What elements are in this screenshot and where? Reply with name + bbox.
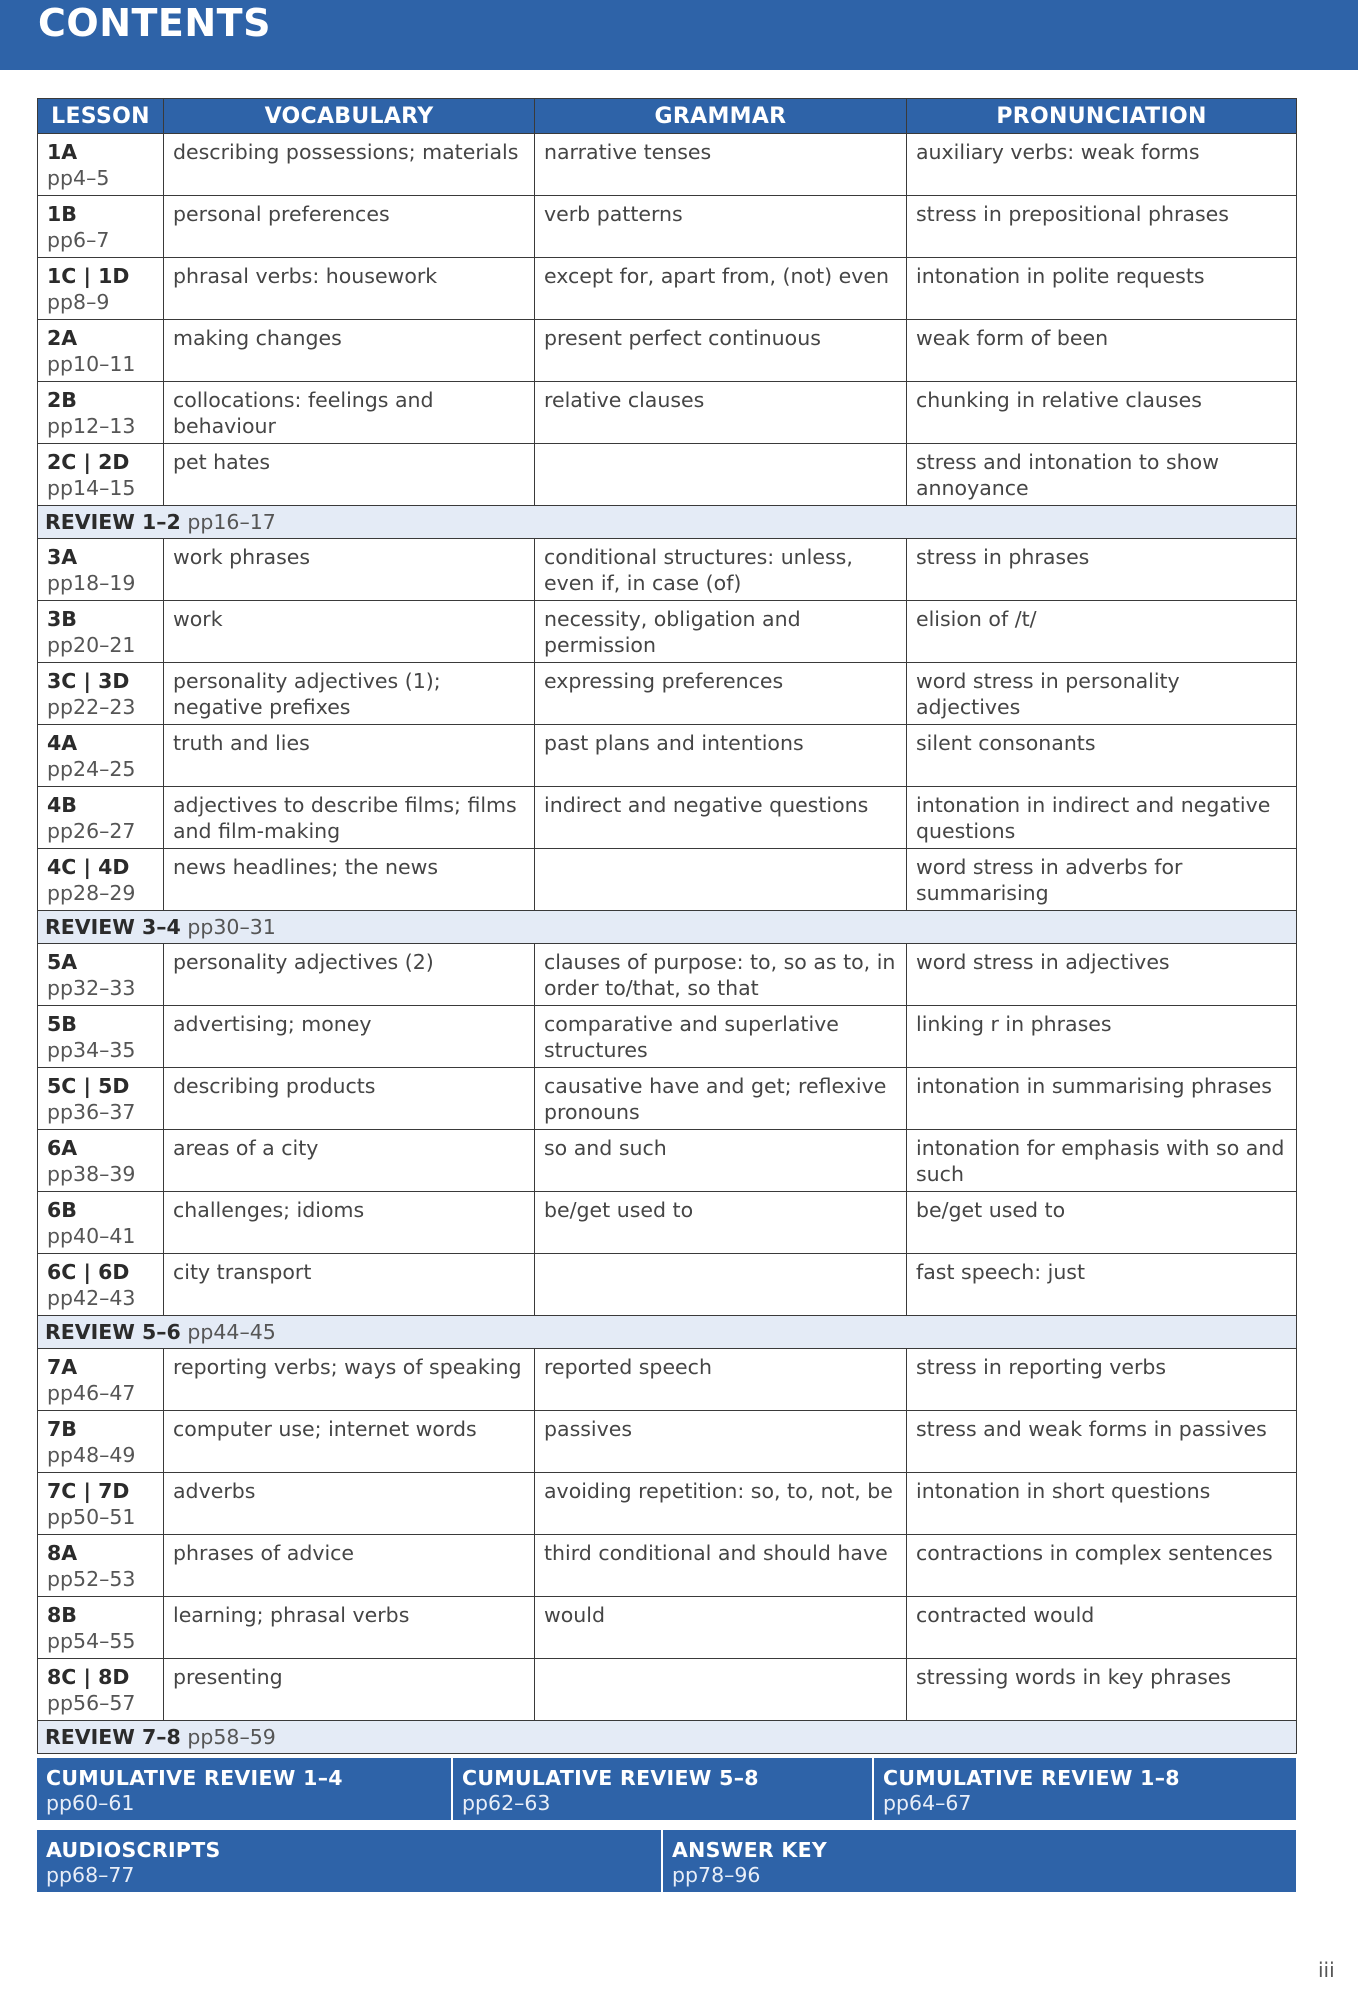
cumulative-review-box [453,1758,874,1820]
lesson-row [38,1597,1297,1659]
lesson-pages: pp40–41 [47,1224,136,1248]
lesson-row [38,1473,1297,1535]
vocabulary-cell: personality adjectives (1); negative prefixes [164,663,535,725]
lesson-code: 7A [47,1355,78,1379]
lesson-code: 3B [47,607,77,631]
grammar-cell: avoiding repetition: so, to, not, be [535,1473,907,1535]
review-row [38,1721,1297,1754]
review-pages: pp44–45 [187,1320,276,1344]
pronunciation-cell: intonation in short questions [907,1473,1297,1535]
lesson-code: 6A [47,1136,78,1160]
pronunciation-cell: intonation for emphasis with so and such [907,1130,1297,1192]
lesson-row [38,1006,1297,1068]
pronunciation-cell: contracted would [907,1597,1297,1659]
contents-body [38,134,1297,1754]
pronunciation-cell: stress in reporting verbs [907,1349,1297,1411]
vocabulary-cell: personal preferences [164,196,535,258]
vocabulary-cell: adverbs [164,1473,535,1535]
cumulative-review-title: CUMULATIVE REVIEW 1–8 [883,1766,1180,1790]
pronunciation-cell: linking r in phrases [907,1006,1297,1068]
lesson-cell [38,1192,164,1254]
lesson-code: 1B [47,202,77,226]
page-number: iii [1318,1958,1335,1982]
lesson-pages: pp32–33 [47,976,136,1000]
lesson-pages: pp14–15 [47,476,136,500]
vocabulary-cell: collocations: feelings and behaviour [164,382,535,444]
lesson-code: 4A [47,731,78,755]
contents-table [37,98,1297,1754]
cumulative-review-title: CUMULATIVE REVIEW 5–8 [462,1766,759,1790]
lesson-cell [38,601,164,663]
review-cell [38,1721,1297,1754]
grammar-cell [535,849,907,911]
lesson-row [38,1411,1297,1473]
lesson-row [38,258,1297,320]
lesson-cell [38,196,164,258]
vocabulary-cell: describing possessions; materials [164,134,535,196]
lesson-cell [38,258,164,320]
lesson-cell [38,1068,164,1130]
lesson-cell [38,134,164,196]
lesson-row [38,944,1297,1006]
vocabulary-cell: advertising; money [164,1006,535,1068]
lesson-pages: pp6–7 [47,228,110,252]
review-label: REVIEW 3–4 [45,915,181,939]
vocabulary-cell: learning; phrasal verbs [164,1597,535,1659]
vocabulary-cell: phrases of advice [164,1535,535,1597]
lesson-row [38,1659,1297,1721]
lesson-code: 3C | 3D [47,669,130,693]
lesson-row [38,1130,1297,1192]
vocabulary-cell: phrasal verbs: housework [164,258,535,320]
pronunciation-cell: stress and weak forms in passives [907,1411,1297,1473]
grammar-cell: verb patterns [535,196,907,258]
answer-key-title: ANSWER KEY [672,1838,828,1862]
lesson-pages: pp18–19 [47,571,136,595]
pronunciation-cell: stress and intonation to show annoyance [907,444,1297,506]
cumulative-review-box [874,1758,1296,1820]
cumulative-review-box [37,1758,453,1820]
review-cell [38,506,1297,539]
lesson-pages: pp12–13 [47,414,136,438]
lesson-row [38,1068,1297,1130]
column-header-grammar: GRAMMAR [535,99,907,134]
pronunciation-cell: elision of /t/ [907,601,1297,663]
vocabulary-cell: challenges; idioms [164,1192,535,1254]
lesson-pages: pp50–51 [47,1505,136,1529]
lesson-cell [38,725,164,787]
pronunciation-cell: chunking in relative clauses [907,382,1297,444]
grammar-cell: be/get used to [535,1192,907,1254]
pronunciation-cell: stress in prepositional phrases [907,196,1297,258]
lesson-pages: pp56–57 [47,1691,136,1715]
vocabulary-cell: news headlines; the news [164,849,535,911]
grammar-cell: except for, apart from, (not) even [535,258,907,320]
lesson-code: 8A [47,1541,78,1565]
vocabulary-cell: computer use; internet words [164,1411,535,1473]
lesson-cell [38,1006,164,1068]
lesson-cell [38,382,164,444]
pronunciation-cell: intonation in polite requests [907,258,1297,320]
lesson-row [38,539,1297,601]
pronunciation-cell: stress in phrases [907,539,1297,601]
pronunciation-cell: fast speech: just [907,1254,1297,1316]
vocabulary-cell: presenting [164,1659,535,1721]
vocabulary-cell: pet hates [164,444,535,506]
pronunciation-cell: word stress in personality adjectives [907,663,1297,725]
grammar-cell: so and such [535,1130,907,1192]
grammar-cell: relative clauses [535,382,907,444]
vocabulary-cell: adjectives to describe films; films and film-making [164,787,535,849]
review-cell [38,911,1297,944]
lesson-cell [38,539,164,601]
grammar-cell: present perfect continuous [535,320,907,382]
grammar-cell: clauses of purpose: to, so as to, in order to/that, so that [535,944,907,1006]
pronunciation-cell: be/get used to [907,1192,1297,1254]
vocabulary-cell: truth and lies [164,725,535,787]
lesson-row [38,1349,1297,1411]
lesson-code: 6B [47,1198,77,1222]
header-row [38,99,1297,134]
cumulative-review-title: CUMULATIVE REVIEW 1–4 [46,1766,343,1790]
review-pages: pp58–59 [187,1725,276,1749]
lesson-cell [38,1473,164,1535]
lesson-row [38,1192,1297,1254]
lesson-pages: pp22–23 [47,695,136,719]
lesson-pages: pp34–35 [47,1038,136,1062]
lesson-pages: pp24–25 [47,757,136,781]
grammar-cell [535,1254,907,1316]
lesson-code: 4B [47,793,77,817]
header-band [0,0,1358,70]
lesson-row [38,444,1297,506]
lesson-row [38,134,1297,196]
lesson-pages: pp10–11 [47,352,136,376]
lesson-cell [38,320,164,382]
lesson-code: 1C | 1D [47,264,130,288]
lesson-pages: pp46–47 [47,1381,136,1405]
audioscripts-title: AUDIOSCRIPTS [46,1838,221,1862]
lesson-row [38,196,1297,258]
lesson-code: 4C | 4D [47,855,130,879]
page-title: CONTENTS [38,1,271,45]
lesson-cell [38,1254,164,1316]
review-row [38,506,1297,539]
appendix-bar [37,1830,1296,1892]
review-pages: pp16–17 [187,510,276,534]
answer-key-box [663,1830,1296,1892]
lesson-pages: pp4–5 [47,166,110,190]
pronunciation-cell: silent consonants [907,725,1297,787]
cumulative-review-pages: pp60–61 [46,1791,135,1815]
grammar-cell: causative have and get; reflexive pronouns [535,1068,907,1130]
grammar-cell: expressing preferences [535,663,907,725]
column-header-pronunciation: PRONUNCIATION [907,99,1297,134]
pronunciation-cell: intonation in summarising phrases [907,1068,1297,1130]
vocabulary-cell: city transport [164,1254,535,1316]
lesson-pages: pp8–9 [47,290,110,314]
lesson-cell [38,444,164,506]
lesson-code: 7B [47,1417,77,1441]
lesson-cell [38,1659,164,1721]
vocabulary-cell: areas of a city [164,1130,535,1192]
lesson-code: 5A [47,950,78,974]
lesson-code: 6C | 6D [47,1260,130,1284]
vocabulary-cell: personality adjectives (2) [164,944,535,1006]
lesson-cell [38,1349,164,1411]
lesson-code: 2A [47,326,78,350]
lesson-code: 5B [47,1012,77,1036]
pronunciation-cell: word stress in adverbs for summarising [907,849,1297,911]
lesson-row [38,382,1297,444]
lesson-cell [38,944,164,1006]
review-label: REVIEW 1–2 [45,510,181,534]
vocabulary-cell: making changes [164,320,535,382]
lesson-pages: pp42–43 [47,1286,136,1310]
review-label: REVIEW 5–6 [45,1320,181,1344]
pronunciation-cell: auxiliary verbs: weak forms [907,134,1297,196]
grammar-cell: indirect and negative questions [535,787,907,849]
review-pages: pp30–31 [187,915,276,939]
grammar-cell: necessity, obligation and permission [535,601,907,663]
lesson-pages: pp28–29 [47,881,136,905]
lesson-row [38,663,1297,725]
answer-key-pages: pp78–96 [672,1863,761,1887]
grammar-cell: past plans and intentions [535,725,907,787]
grammar-cell: third conditional and should have [535,1535,907,1597]
lesson-cell [38,787,164,849]
lesson-row [38,601,1297,663]
vocabulary-cell: reporting verbs; ways of speaking [164,1349,535,1411]
vocabulary-cell: describing products [164,1068,535,1130]
lesson-cell [38,849,164,911]
pronunciation-cell: weak form of been [907,320,1297,382]
vocabulary-cell: work phrases [164,539,535,601]
lesson-row [38,787,1297,849]
review-label: REVIEW 7–8 [45,1725,181,1749]
lesson-pages: pp52–53 [47,1567,136,1591]
grammar-cell: comparative and superlative structures [535,1006,907,1068]
lesson-pages: pp26–27 [47,819,136,843]
cumulative-review-bar [37,1758,1296,1820]
lesson-code: 3A [47,545,78,569]
vocabulary-cell: work [164,601,535,663]
lesson-row [38,1535,1297,1597]
column-header-vocabulary: VOCABULARY [164,99,535,134]
pronunciation-cell: contractions in complex sentences [907,1535,1297,1597]
grammar-cell [535,1659,907,1721]
pronunciation-cell: word stress in adjectives [907,944,1297,1006]
cumulative-review-pages: pp64–67 [883,1791,972,1815]
grammar-cell: would [535,1597,907,1659]
lesson-cell [38,1535,164,1597]
lesson-row [38,1254,1297,1316]
lesson-code: 8C | 8D [47,1665,130,1689]
lesson-code: 8B [47,1603,77,1627]
lesson-row [38,849,1297,911]
lesson-cell [38,1130,164,1192]
review-cell [38,1316,1297,1349]
lesson-cell [38,1411,164,1473]
lesson-pages: pp48–49 [47,1443,136,1467]
column-header-lesson: LESSON [38,99,164,134]
pronunciation-cell: intonation in indirect and negative questions [907,787,1297,849]
lesson-code: 5C | 5D [47,1074,130,1098]
grammar-cell: reported speech [535,1349,907,1411]
lesson-code: 1A [47,140,78,164]
lesson-row [38,320,1297,382]
lesson-pages: pp36–37 [47,1100,136,1124]
pronunciation-cell: stressing words in key phrases [907,1659,1297,1721]
lesson-row [38,725,1297,787]
cumulative-review-pages: pp62–63 [462,1791,551,1815]
lesson-pages: pp54–55 [47,1629,136,1653]
lesson-pages: pp38–39 [47,1162,136,1186]
grammar-cell [535,444,907,506]
lesson-pages: pp20–21 [47,633,136,657]
grammar-cell: narrative tenses [535,134,907,196]
lesson-code: 7C | 7D [47,1479,130,1503]
lesson-code: 2B [47,388,77,412]
lesson-cell [38,1597,164,1659]
audioscripts-pages: pp68–77 [46,1863,135,1887]
review-row [38,1316,1297,1349]
lesson-cell [38,663,164,725]
grammar-cell: conditional structures: unless, even if, in case (of) [535,539,907,601]
review-row [38,911,1297,944]
lesson-code: 2C | 2D [47,450,130,474]
grammar-cell: passives [535,1411,907,1473]
audioscripts-box [37,1830,663,1892]
